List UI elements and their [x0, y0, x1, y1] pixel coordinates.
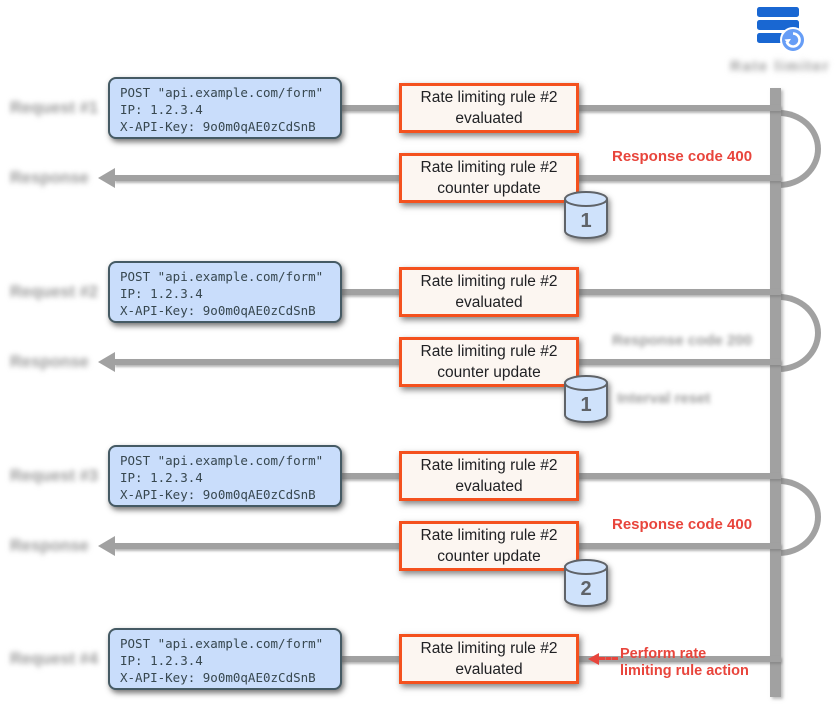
rule-evaluated-box-text: Rate limiting rule #2 — [420, 89, 558, 106]
request-label: Request #1 — [10, 99, 99, 117]
interval-reset-annotation: Interval reset — [617, 390, 711, 407]
counter-update-box-text: Rate limiting rule #2 — [420, 527, 558, 544]
rule-evaluated-box-text: Rate limiting rule #2 — [420, 273, 558, 290]
counter-update-box-text: counter update — [437, 180, 541, 197]
payload-line: X-API-Key: 9o0m0qAE0zCdSnB — [120, 670, 316, 685]
counter-update-box — [399, 337, 579, 387]
rate-limiter-logo — [722, 4, 838, 75]
rule-evaluated-box-text: Rate limiting rule #2 — [420, 457, 558, 474]
counter-update-box-text: Rate limiting rule #2 — [420, 343, 558, 360]
payload-line: POST "api.example.com/form" — [120, 85, 324, 100]
counter-value: 2 — [580, 578, 592, 600]
response-label: Response — [10, 353, 89, 371]
rule-evaluated-box — [399, 267, 579, 317]
counter-update-box-text: Rate limiting rule #2 — [420, 159, 558, 176]
arrowhead-left-icon — [98, 352, 115, 372]
request-payload-box — [108, 628, 342, 690]
counter-db-icon — [563, 190, 609, 240]
counter-update-box — [399, 521, 579, 571]
self-loop-arc — [779, 294, 821, 372]
counter-update-box — [399, 153, 579, 203]
payload-line: POST "api.example.com/form" — [120, 453, 324, 468]
self-loop-arc — [779, 478, 821, 556]
payload-line: IP: 1.2.3.4 — [120, 286, 203, 301]
response-label: Response — [10, 169, 89, 187]
rate-limiter-logo-icon — [754, 4, 806, 54]
request-payload-box — [108, 445, 342, 507]
rule-action-annotation — [620, 646, 749, 679]
counter-value: 1 — [580, 394, 592, 416]
payload-line: POST "api.example.com/form" — [120, 269, 324, 284]
request-label: Request #3 — [10, 467, 99, 485]
payload-line: IP: 1.2.3.4 — [120, 470, 203, 485]
response-label: Response — [10, 537, 89, 555]
rule-evaluated-box-text: evaluated — [455, 661, 523, 678]
payload-line: IP: 1.2.3.4 — [120, 653, 203, 668]
rule-action-annotation-line: Perform rate — [620, 646, 707, 662]
request-payload-box — [108, 77, 342, 139]
response-code-annotation: Response code 400 — [612, 516, 753, 533]
rule-evaluated-box-text: evaluated — [455, 294, 523, 311]
rule-evaluated-box — [399, 83, 579, 133]
red-dashed-line — [599, 657, 618, 660]
red-arrowhead-left-icon — [588, 653, 599, 665]
response-code-annotation: Response code 200 — [612, 332, 753, 349]
payload-line: X-API-Key: 9o0m0qAE0zCdSnB — [120, 303, 316, 318]
arrowhead-left-icon — [98, 168, 115, 188]
rule-evaluated-box — [399, 634, 579, 684]
rule-evaluated-box — [399, 451, 579, 501]
payload-line: X-API-Key: 9o0m0qAE0zCdSnB — [120, 487, 316, 502]
logo-caption: Rate limiter — [730, 58, 830, 75]
rule-evaluated-box-text: evaluated — [455, 478, 523, 495]
request-label: Request #2 — [10, 283, 99, 301]
counter-update-box-text: counter update — [437, 364, 541, 381]
counter-value: 1 — [580, 210, 592, 232]
counter-update-box-text: counter update — [437, 548, 541, 565]
response-code-annotation: Response code 400 — [612, 148, 753, 165]
arrowhead-left-icon — [98, 536, 115, 556]
rule-action-annotation-line: limiting rule action — [620, 662, 749, 679]
self-loop-arc — [779, 110, 821, 188]
rule-evaluated-box-text: evaluated — [455, 110, 523, 127]
request-payload-box — [108, 261, 342, 323]
payload-line: X-API-Key: 9o0m0qAE0zCdSnB — [120, 119, 316, 134]
rule-evaluated-box-text: Rate limiting rule #2 — [420, 640, 558, 657]
payload-line: POST "api.example.com/form" — [120, 636, 324, 651]
counter-db-icon — [563, 374, 609, 424]
request-label: Request #4 — [10, 650, 99, 668]
counter-db-icon — [563, 558, 609, 608]
payload-line: IP: 1.2.3.4 — [120, 102, 203, 117]
